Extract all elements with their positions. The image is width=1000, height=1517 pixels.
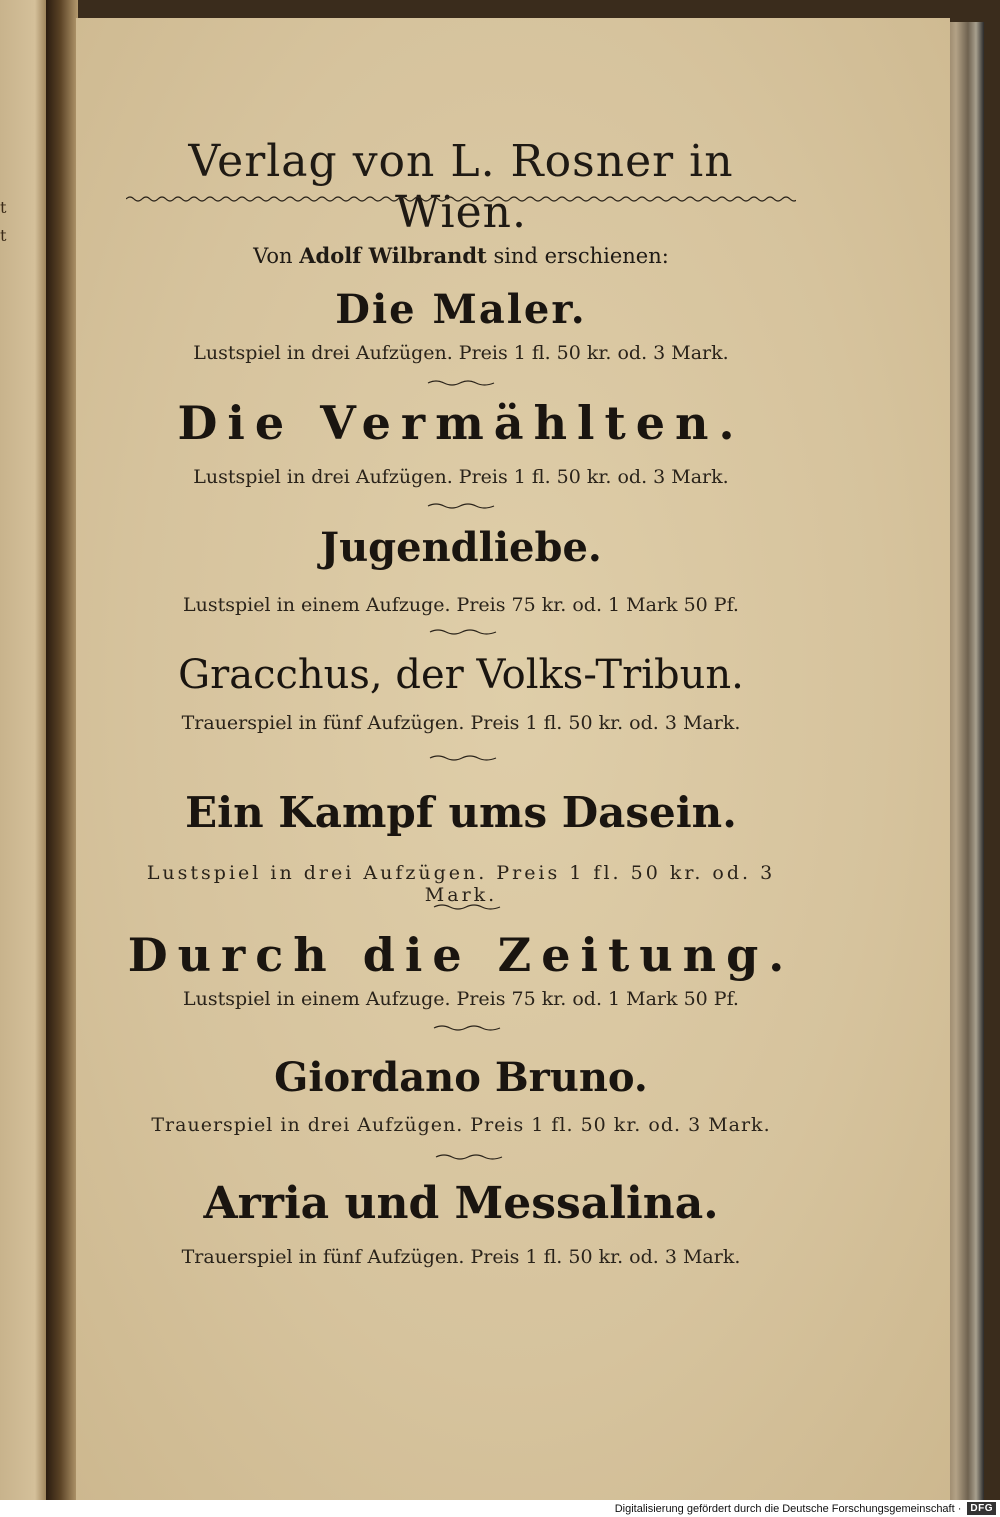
digitization-footer (0, 1500, 1000, 1517)
work-description: Trauerspiel in fünf Aufzügen. Preis 1 fl. 50 kr. od. 3 Mark. (181, 712, 741, 734)
work-description: Lustspiel in drei Aufzügen. Preis 1 fl. 50 kr. od. 3 Mark. (193, 342, 729, 364)
entry-divider (428, 754, 498, 762)
entry-divider (426, 502, 496, 510)
work-description: Lustspiel in drei Aufzügen. Preis 1 fl. 50 kr. od. 3 Mark. (193, 466, 729, 488)
scanned-page (76, 18, 950, 1500)
entry-divider (426, 379, 496, 387)
work-title: Jugendliebe. (320, 524, 602, 571)
work-title: Giordano Bruno. (274, 1054, 648, 1101)
work-title: Gracchus, der Volks-Tribun. (178, 652, 744, 698)
entry-divider (428, 628, 498, 636)
work-title: Durch die Zeitung. (127, 928, 795, 982)
book-gutter (46, 0, 78, 1500)
intro-prefix: Von (253, 244, 293, 268)
intro-suffix: sind erschienen: (493, 244, 669, 268)
facing-page-edge (0, 0, 50, 1500)
heading-wavy-rule (126, 194, 796, 204)
facing-page-char: t (0, 226, 7, 245)
work-description: Lustspiel in einem Aufzuge. Preis 75 kr. od. 1 Mark 50 Pf. (183, 594, 739, 616)
publisher-heading: Verlag von L. Rosner in Wien. (188, 136, 734, 238)
intro-line (126, 243, 796, 268)
entry-divider (434, 1153, 504, 1161)
entry-divider (432, 1024, 502, 1032)
work-description: Lustspiel in einem Aufzuge. Preis 75 kr. od. 1 Mark 50 Pf. (183, 988, 739, 1010)
page-stack-edge (944, 22, 984, 1500)
work-title: Die Maler. (335, 286, 587, 333)
dfg-logo: DFG (967, 1502, 996, 1515)
funding-credit: Digitalisierung gefördert durch die Deutsche Forschungsgemeinschaft · (614, 1502, 962, 1515)
work-description: Trauerspiel in fünf Aufzügen. Preis 1 fl. 50 kr. od. 3 Mark. (181, 1246, 741, 1268)
work-title: Ein Kampf ums Dasein. (185, 788, 737, 837)
work-description: Lustspiel in drei Aufzügen. Preis 1 fl. 50 kr. od. 3 Mark. (146, 862, 776, 906)
entry-divider (432, 903, 502, 911)
work-title: Arria und Messalina. (203, 1178, 719, 1229)
facing-page-char: t (0, 198, 7, 217)
work-title: Die Vermählten. (177, 396, 745, 450)
work-description: Trauerspiel in drei Aufzügen. Preis 1 fl. 50 kr. od. 3 Mark. (151, 1114, 771, 1136)
author-name: Adolf Wilbrandt (299, 243, 487, 268)
